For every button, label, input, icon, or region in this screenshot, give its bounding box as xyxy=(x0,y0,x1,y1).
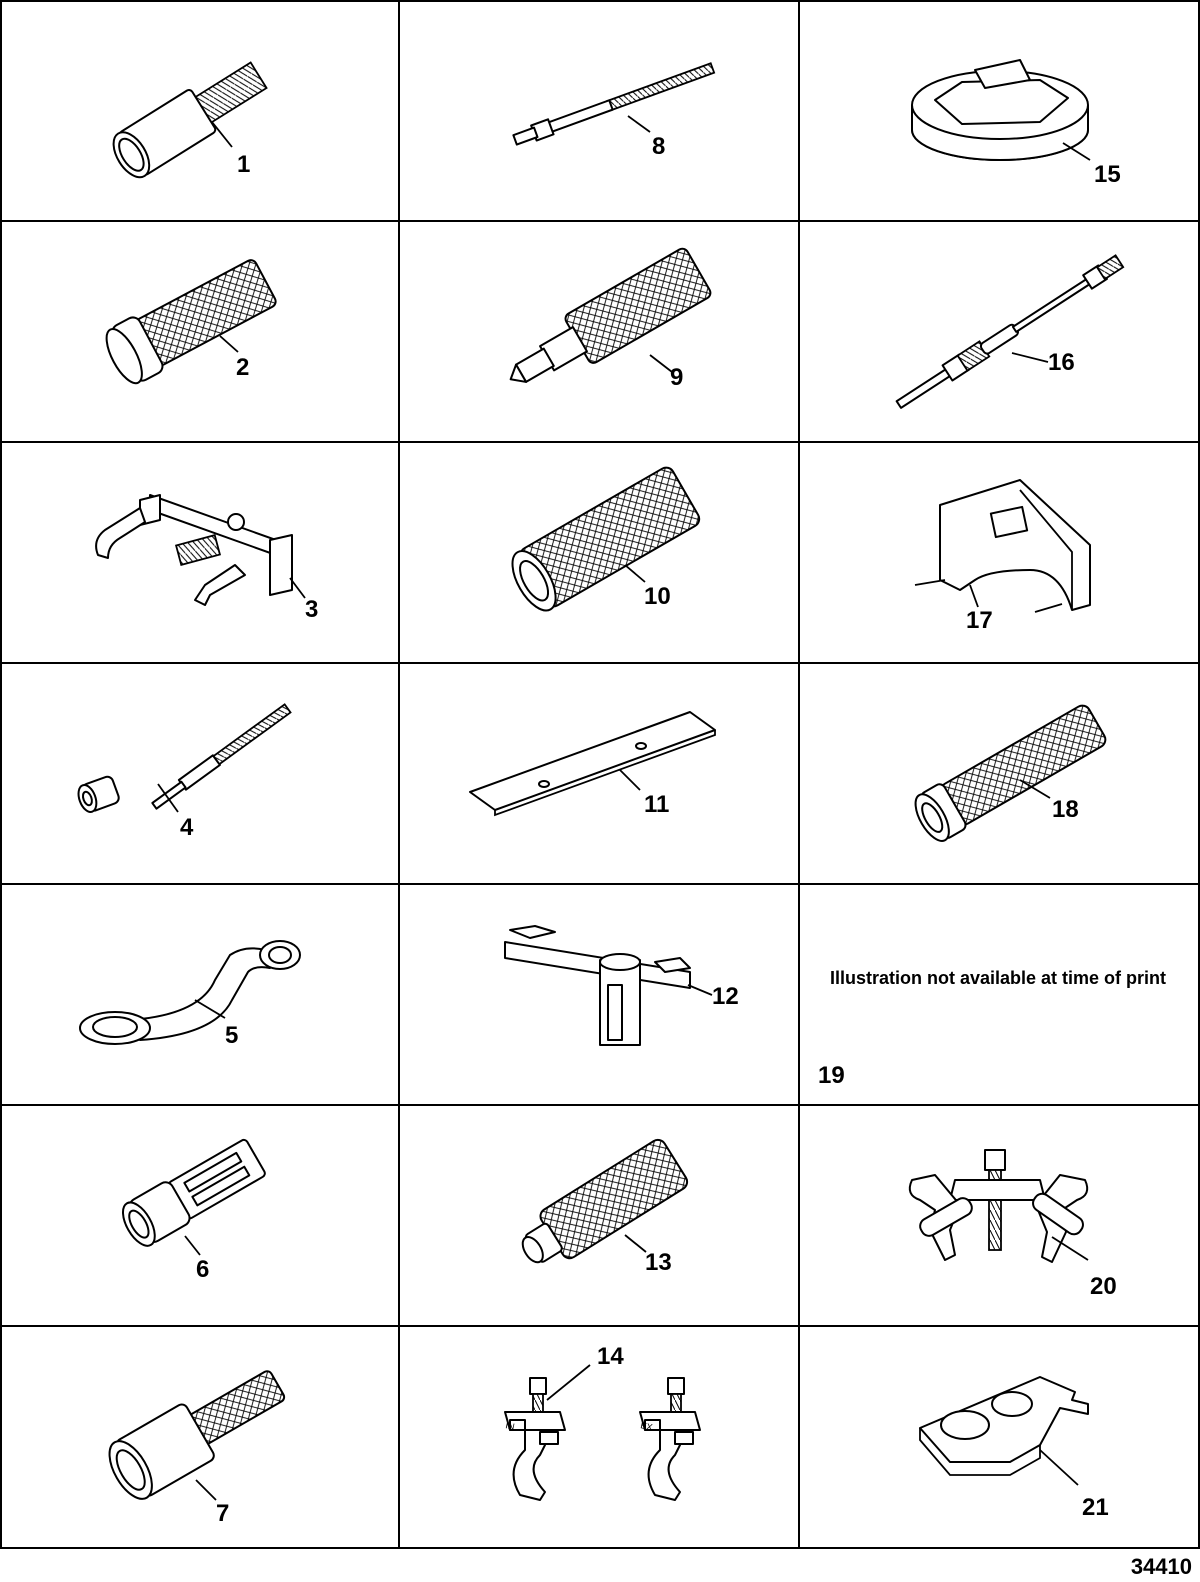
callout-17: 17 xyxy=(966,607,993,634)
illustration-not-available-note: Illustration not available at time of print xyxy=(829,968,1167,988)
tool-15-illustration xyxy=(912,60,1090,160)
tool-6-illustration xyxy=(116,1136,267,1255)
tool-3-illustration xyxy=(96,495,305,605)
callout-20: 20 xyxy=(1090,1273,1117,1300)
callout-9: 9 xyxy=(670,364,684,391)
callout-13: 13 xyxy=(645,1249,672,1276)
callout-8: 8 xyxy=(652,133,666,160)
callout-11: 11 xyxy=(644,791,670,818)
tool-17-illustration xyxy=(915,480,1090,612)
callout-10: 10 xyxy=(644,583,671,610)
tool-16-illustration xyxy=(894,254,1124,412)
callout-1: 1 xyxy=(237,151,251,178)
tool-18-illustration xyxy=(909,700,1110,846)
tool-21-illustration xyxy=(920,1377,1088,1485)
clamp-in-marking: IN xyxy=(504,1420,516,1432)
tool-12-illustration xyxy=(505,926,712,1045)
callout-2: 2 xyxy=(236,354,250,381)
tool-8-illustration xyxy=(512,61,715,148)
callout-6: 6 xyxy=(196,1256,210,1283)
clamp-ex-marking: EX xyxy=(639,1420,654,1433)
callout-4: 4 xyxy=(180,814,194,841)
callout-21: 21 xyxy=(1082,1494,1109,1521)
tool-11-illustration xyxy=(470,712,715,815)
callout-19: 19 xyxy=(818,1062,845,1089)
tool-14-illustration xyxy=(505,1365,700,1500)
callout-16: 16 xyxy=(1048,349,1075,376)
tool-20-illustration xyxy=(910,1150,1088,1262)
tool-2-illustration xyxy=(99,254,280,389)
tool-7-illustration xyxy=(101,1357,294,1505)
tool-5-illustration xyxy=(80,941,300,1044)
tool-4-illustration xyxy=(75,704,291,815)
callout-7: 7 xyxy=(216,1500,230,1527)
callout-18: 18 xyxy=(1052,796,1079,823)
callout-5: 5 xyxy=(225,1022,239,1049)
callout-14: 14 xyxy=(597,1343,624,1370)
callout-3: 3 xyxy=(305,596,319,623)
tool-10-illustration xyxy=(504,465,702,618)
figure-number: 34410 xyxy=(1130,1554,1192,1579)
callout-12: 12 xyxy=(712,983,739,1010)
callout-15: 15 xyxy=(1094,161,1121,188)
